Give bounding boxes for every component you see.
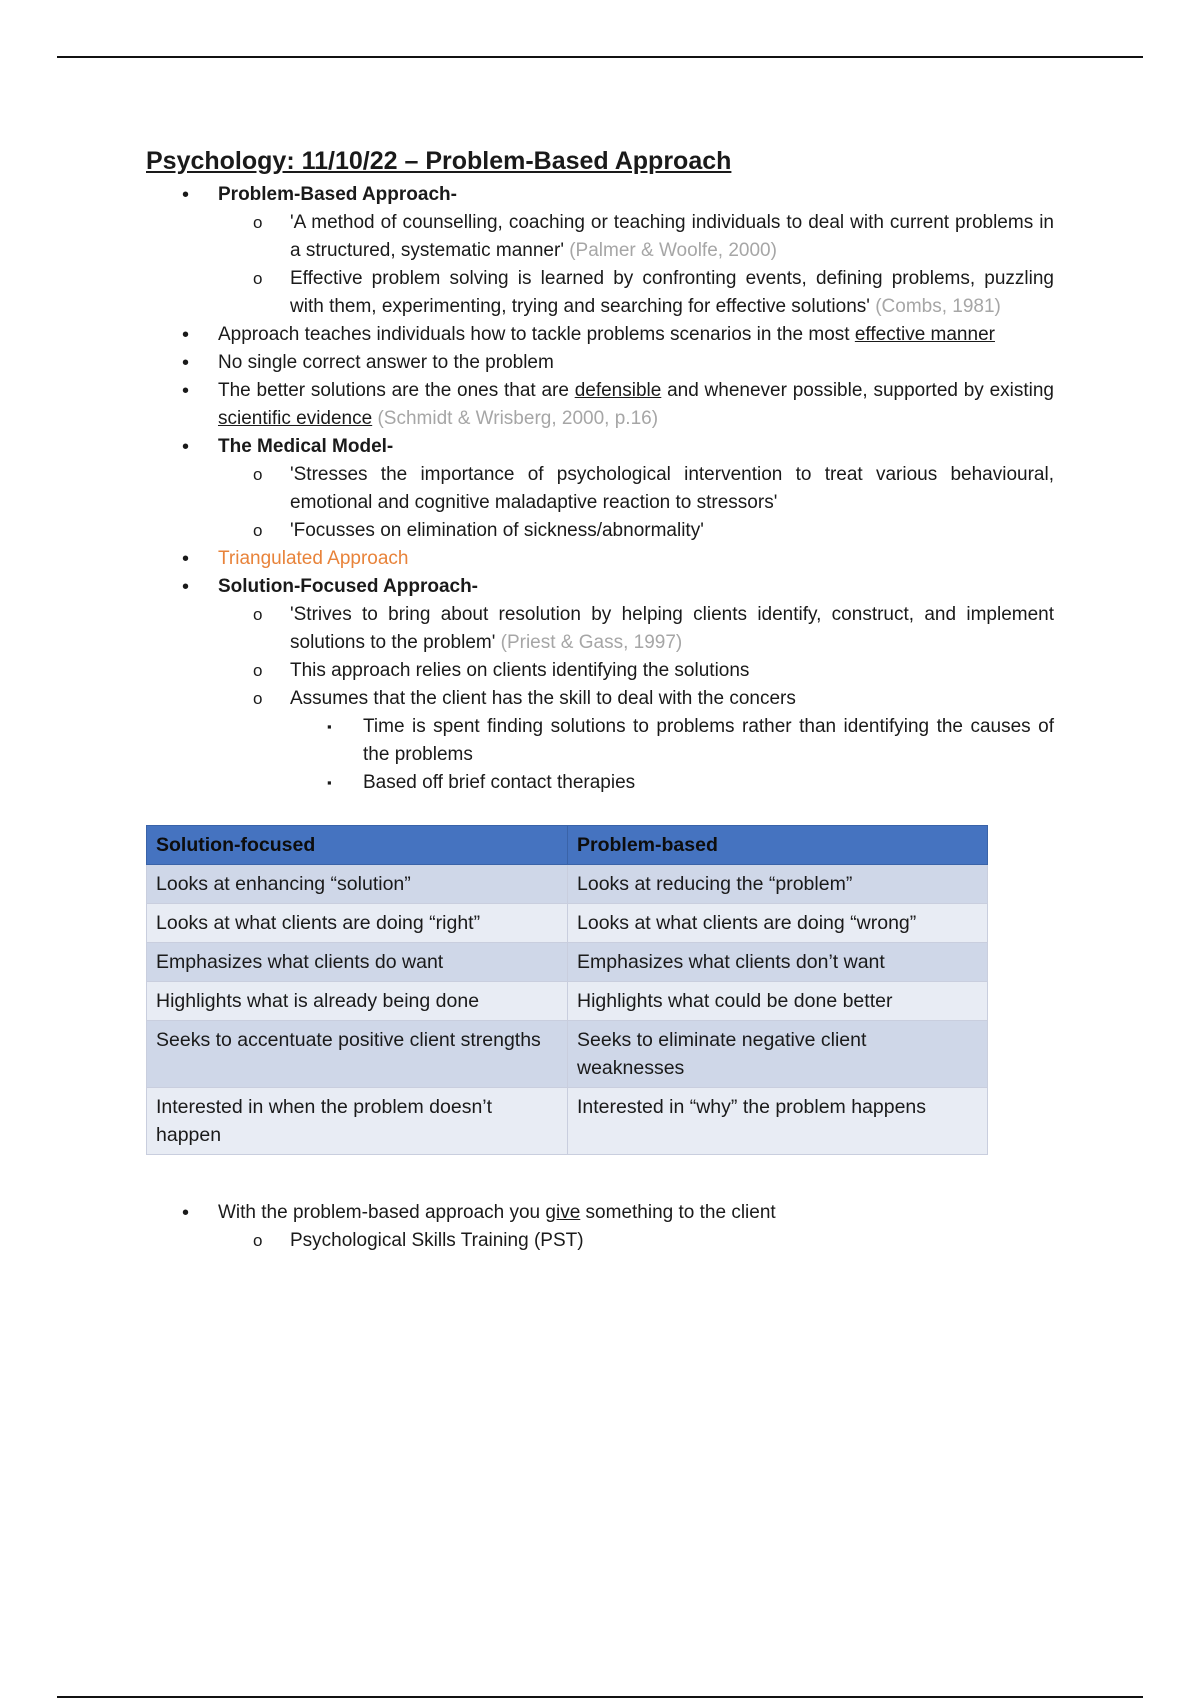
text-run: 'A method of counselling, coaching or teaching individuals to deal with current problems in a structured, systematic manner' (290, 212, 1054, 261)
text-run: scientific evidence (218, 408, 373, 429)
text-run: give (545, 1202, 581, 1223)
text-run: 'Stresses the importance of psychological intervention to treat various behavioural, emotional and cognitive maladaptive reaction to stressors' (290, 464, 1054, 513)
list-item (146, 321, 1054, 349)
bullet-icon: o (253, 521, 263, 540)
bullet-icon: o (253, 661, 263, 680)
list-item (146, 769, 1054, 797)
table-row (147, 982, 988, 1021)
table-row (147, 943, 988, 982)
list-item (146, 349, 1054, 377)
bullet-icon: o (253, 213, 263, 232)
text-run: Problem-Based Approach- (218, 184, 457, 205)
text-run: Time is spent finding solutions to problems rather than identifying the causes of the problems (363, 716, 1054, 765)
text-run: Effective problem solving is learned by confronting events, defining problems, puzzling with them, experimenting, trying and searching for effective solutions' (290, 268, 1054, 317)
text-run: Based off brief contact therapies (363, 772, 636, 793)
list-item (146, 265, 1054, 321)
table-row (147, 904, 988, 943)
citation: (Schmidt & Wrisberg, 2000, p.16) (372, 408, 659, 429)
table-cell: Highlights what is already being done (147, 982, 568, 1021)
text-run: The better solutions are the ones that are (218, 380, 575, 401)
text-run: Triangulated Approach (218, 548, 409, 569)
table-cell: Emphasizes what clients do want (147, 943, 568, 982)
text-run: 'Focusses on elimination of sickness/abnormality' (290, 520, 704, 541)
notes-list (146, 181, 1054, 797)
footer-rule (57, 1696, 1143, 1698)
list-item (146, 545, 1054, 573)
table-cell: Interested in when the problem doesn’t happen (147, 1088, 568, 1155)
list-item (146, 461, 1054, 517)
list-item (146, 377, 1054, 433)
table-cell: Emphasizes what clients don’t want (568, 943, 988, 982)
table-cell: Seeks to eliminate negative client weaknesses (568, 1021, 988, 1088)
table-cell: Looks at reducing the “problem” (568, 865, 988, 904)
table-header-solution-focused: Solution-focused (147, 826, 568, 865)
text-run: 'Strives to bring about resolution by helping clients identify, construct, and implement solutions to the problem' (290, 604, 1054, 653)
list-item (146, 517, 1054, 545)
table-cell: Looks at what clients are doing “right” (147, 904, 568, 943)
list-item (146, 573, 1054, 601)
list-item (146, 433, 1054, 461)
table-cell: Interested in “why” the problem happens (568, 1088, 988, 1155)
text-run: something to the client (580, 1202, 776, 1223)
text-run: effective manner (854, 324, 995, 345)
header-rule (57, 56, 1143, 58)
text-run: Assumes that the client has the skill to deal with the concers (290, 688, 796, 709)
citation: (Palmer & Woolfe, 2000) (563, 240, 777, 261)
table-cell: Looks at enhancing “solution” (147, 865, 568, 904)
text-run: Approach teaches individuals how to tackle problems scenarios in the most (218, 324, 855, 345)
bullet-icon: ▪ (327, 775, 332, 790)
bullet-icon: • (182, 576, 190, 598)
bullet-icon: o (253, 269, 263, 288)
list-item (146, 601, 1054, 657)
table-row (147, 865, 988, 904)
text-run: Psychological Skills Training (PST) (290, 1230, 584, 1251)
table-row (147, 1088, 988, 1155)
document-page (146, 145, 1054, 1255)
table-cell: Seeks to accentuate positive client strengths (147, 1021, 568, 1088)
comparison-table (146, 825, 988, 1155)
bullet-icon: • (182, 1202, 190, 1224)
text-run: Solution-Focused Approach- (218, 576, 479, 597)
bullet-icon: • (182, 380, 190, 402)
list-item (146, 181, 1054, 209)
list-item (146, 713, 1054, 769)
bullet-icon: o (253, 1231, 263, 1250)
bullet-icon: • (182, 352, 190, 374)
table-cell: Highlights what could be done better (568, 982, 988, 1021)
list-item (146, 1227, 1054, 1255)
bullet-icon: • (182, 324, 190, 346)
bullet-icon: o (253, 605, 263, 624)
text-run: No single correct answer to the problem (218, 352, 554, 373)
table-row (147, 1021, 988, 1088)
bullet-icon: • (182, 436, 190, 458)
list-item (146, 657, 1054, 685)
text-run: This approach relies on clients identifying the solutions (290, 660, 750, 681)
table-cell: Looks at what clients are doing “wrong” (568, 904, 988, 943)
table-header-row (147, 826, 988, 865)
list-item (146, 685, 1054, 713)
list-item (146, 209, 1054, 265)
citation: (Priest & Gass, 1997) (495, 632, 683, 653)
text-run: and whenever possible, supported by existing (661, 380, 1054, 401)
bullet-icon: o (253, 465, 263, 484)
bullet-icon: • (182, 548, 190, 570)
table-header-problem-based: Problem-based (568, 826, 988, 865)
text-run: defensible (574, 380, 662, 401)
citation: (Combs, 1981) (869, 296, 1001, 317)
text-run: The Medical Model- (218, 436, 394, 457)
text-run: With the problem-based approach you (218, 1202, 546, 1223)
bullet-icon: o (253, 689, 263, 708)
bullet-icon: ▪ (327, 719, 332, 734)
bullet-icon: • (182, 184, 190, 206)
list-item (146, 1199, 1054, 1227)
notes-list-after-table (146, 1199, 1054, 1255)
page-title: Psychology: 11/10/22 – Problem-Based Approach (146, 147, 732, 175)
